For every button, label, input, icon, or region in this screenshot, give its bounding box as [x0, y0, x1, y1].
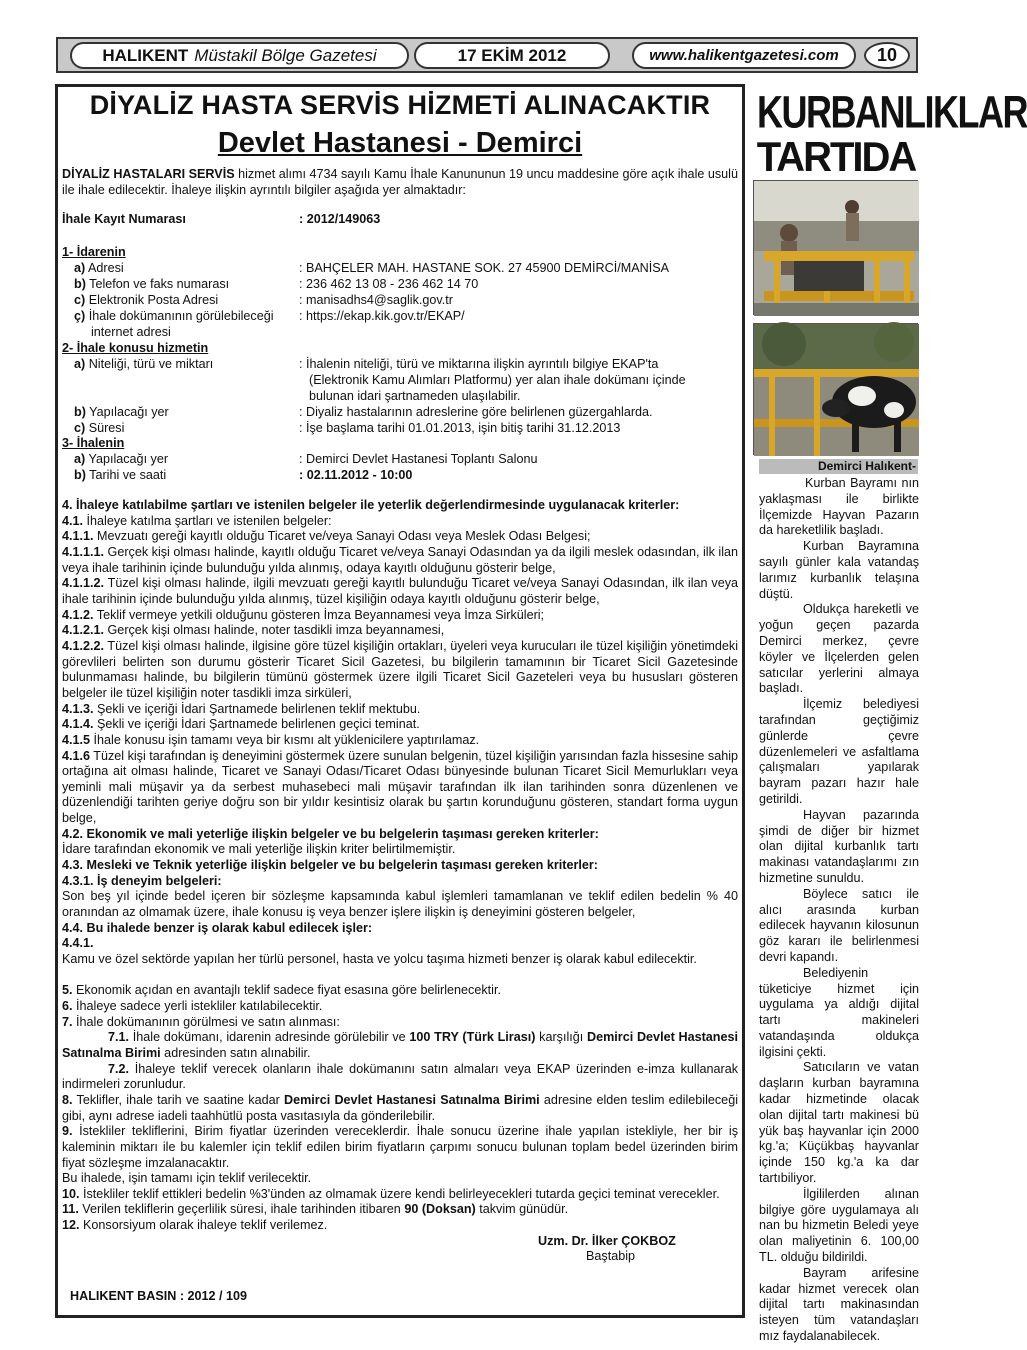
section-1-title: 1- İdarenin	[62, 245, 126, 259]
row-letter: c)	[74, 293, 86, 307]
text: Tüzel kişi olması halinde, ilgili mevzuatı gereği kayıtlı bulunduğu Ticaret ve/veya Sanayi Odasından, ilk ilan veya ihale tarihinin içinde bulunduğu yılda alınmış, tüzel kişiliğin odaya kayıtlı olduğunu gösterir belge,	[62, 576, 738, 606]
row-letter: b)	[74, 468, 86, 482]
p9b: Bu ihalede, işin tamamı için teklif verilecektir.	[62, 1171, 312, 1186]
num: 4.1.1.2.	[62, 576, 105, 591]
press-code: HALIKENT BASIN : 2012 / 109	[70, 1289, 248, 1303]
tender-datetime: : 02.11.2012 - 10:00	[299, 468, 413, 482]
ekap-url[interactable]: : https://ekap.kik.gov.tr/EKAP/	[299, 309, 465, 323]
row-letter: a)	[74, 357, 86, 371]
text: İhaleye sadece yerli istekliler katılabilecektir.	[72, 998, 323, 1013]
p5	[62, 983, 738, 999]
side-paragraph: Satıcıların ve vatan daşların kurban bayramına kadar hizmetinde olacak olan dijital tartı makinesi bü yük baş hayvanlar için 2000 kg.'a; Küçükbaş hayvanlar içinde 150 kg.'a ka dar tartıbiliyor.	[759, 1060, 919, 1186]
text: İhale dokümanı, idarenin adresinde görülebilir ve	[129, 1030, 410, 1045]
p9	[62, 1124, 738, 1171]
p4-title-text: 4. İhaleye katılabilme şartları ve istenilen belgeler ile yeterlik değerlendirmesinde uygulanacak kriterler:	[62, 498, 680, 512]
p42: İdare tarafından ekonomik ve mali yeterliğe ilişkin kriter belirtilmemiştir.	[62, 842, 456, 857]
text: 4.4. Bu ihalede benzer iş olarak kabul edilecek işler:	[62, 920, 373, 935]
notice-body	[62, 498, 738, 1265]
page-number: 10	[864, 42, 910, 69]
notice-subtitle: Devlet Hastanesi - Demirci	[217, 127, 583, 159]
text: İhale konusu işin tamamı veya bir kısmı alt yüklenicilere yaptırılamaz.	[90, 732, 480, 747]
row-value: : İhalenin niteliği, türü ve miktarına ilişkin ayrıntılı bilgiye EKAP'ta	[299, 357, 659, 371]
p414	[62, 717, 738, 733]
row-letter: a)	[74, 452, 86, 466]
row-label: Niteliği, türü ve miktarı	[88, 357, 214, 371]
p4121	[62, 623, 738, 639]
row-label: Yapılacağı yer	[89, 405, 169, 419]
text: Tüzel kişi olması halinde, ilgisine göre tüzel kişiliğin ortakları, üyeleri veya kurucuları ile tüzel kişiliğin yönetimdeki görevlileri belirten son durumu gösterir Ticaret Sicil Gazetesi, bu bilgilerin tamamının bir Ticaret Sicil Gazetesinde bulunmaması halinde, bu bilgilerin tümünü göstermek üzere ilgili Ticaret Sicil Gazeteleri veya bu hususları gösteren belgeler ile tüzel kişiliğin noter tasdikli imza sirküleri,	[62, 638, 738, 700]
text: İstekliler teklif ettikleri bedelin %3'ünden az olmamak üzere kendi belirleyecekleri tutarda geçici teminat verecekler.	[79, 1186, 720, 1201]
unit: Demirci Devlet Hastanesi Satınalma Birimi	[62, 1030, 739, 1060]
price: 100 TRY (Türk Lirası)	[409, 1030, 536, 1045]
photo-illustration	[754, 181, 919, 316]
num: 5.	[62, 983, 73, 998]
unit: Demirci Devlet Hastanesi Satınalma Birimi	[284, 1092, 540, 1107]
section-2-title: 2- İhale konusu hizmetin	[62, 341, 209, 355]
row-letter: ç)	[74, 309, 86, 323]
issue-date: 17 EKİM 2012	[414, 42, 610, 69]
intro-bold: DİYALİZ HASTALARI SERVİS	[62, 167, 235, 181]
text: Gerçek kişi olması halinde, noter tasdikli imza beyannamesi,	[104, 623, 445, 638]
signer-title: Baştabip	[586, 1249, 636, 1264]
num: 8.	[62, 1092, 73, 1107]
text: Tüzel kişi tarafından iş deneyimini göstermek üzere sunulan belgenin, tüzel kişiliğin yarısından fazla hissesine sahip ortağına ait olması halinde, Ticaret ve Sanayi Odası/Ticaret Odası bünyesinde bulunan Ticaret Sicil Memurlukları veya yeminli mali müşavir ya da serbest muhasebeci mali müşavir tarafından ilk ilan tarihinden sonra düzenlenen ve düzenlendiği tarihten geriye doğru son bir yıldır kesintisiz olarak bu şartın korunduğunu gösteren, standart forma uygun belge,	[62, 748, 739, 826]
text: Ekonomik açıdan en avantajlı teklif sadece fiyat esasına göre belirlenecektir.	[72, 983, 501, 998]
text: Şekli ve içeriği İdari Şartnamede belirlenen geçici teminat.	[93, 717, 420, 732]
num: 4.1.1.1.	[62, 544, 105, 559]
signer-name: Uzm. Dr. İlker ÇOKBOZ	[538, 1233, 676, 1248]
side-headline-1: KURBANLIKLAR	[757, 86, 1027, 138]
kayit-label: İhale Kayıt Numarası	[62, 212, 186, 226]
p441-title	[62, 936, 738, 952]
num: 7.2.	[108, 1061, 130, 1076]
text: 4.3.1. İş deneyim belgeleri:	[62, 873, 222, 888]
p6	[62, 999, 738, 1015]
num: 4.1.3.	[62, 701, 94, 716]
side-paragraph: Hayvan pazarında şimdi de diğer bir hizmet olan dijital kurbanlık tartı makinası vatandaşlarımı zın hizmetine sunuldu.	[759, 807, 919, 885]
livestock-scale-photo	[753, 180, 918, 315]
row-letter: c)	[74, 421, 86, 435]
row-label: Yapılacağı yer	[88, 452, 169, 466]
p411	[62, 529, 738, 545]
row-letter: a)	[74, 261, 86, 275]
text: Şekli ve içeriği İdari Şartnamede belirlenen teklif mektubu.	[93, 701, 421, 716]
p441: Kamu ve özel sektörde yapılan her türlü personel, hasta ve yolcu taşıma hizmeti benzer iş olarak kabul edilecektir.	[62, 952, 697, 967]
p431-title	[62, 874, 738, 890]
p431: Son beş yıl içinde bedel içeren bir sözleşme kapsamında kabul işlemleri tamamlanan ve teklif edilen bedelin % 40 oranından az olmamak üzere, ihale konusu iş veya benzer işlere ilişkin iş deneyimini gösteren belgeler,	[62, 889, 738, 920]
p412	[62, 608, 738, 624]
p4-title	[62, 498, 738, 514]
intro-text: hizmet alımı 4734 sayılı Kamu İhale Kanununun 19 uncu maddesine göre açık ihale usulü ile ihale edilecektir. İhaleye ilişkin ayrıntılı bilgiler aşağıda yer almaktadır:	[62, 167, 738, 197]
side-paragraph: Kurban Bayramına sayılı günler kala vatandaş larımız kurbanlık telaşına düştü.	[759, 539, 919, 601]
row-label: Elektronik Posta Adresi	[88, 293, 219, 307]
row-letter: b)	[74, 405, 86, 419]
p7	[62, 1015, 738, 1031]
row-letter: b)	[74, 277, 86, 291]
text: İhaleye teklif verecek olanların ihale dokümanını satın almaları veya EKAP üzerinden e-imza kullanarak indirmeleri zorunludur.	[62, 1061, 738, 1092]
text: İhale dokümanının görülmesi ve satın alınması:	[72, 1014, 340, 1029]
num: 4.1.2.	[62, 607, 94, 622]
row-value-cont: bulunan idari şartnameden ulaşılabilir.	[309, 389, 521, 403]
website-link[interactable]: www.halikentgazetesi.com	[632, 42, 856, 69]
num: 4.1.4.	[62, 717, 94, 732]
p71	[62, 1030, 738, 1061]
num: 4.1.1.	[62, 529, 94, 544]
text: Teklifler, ihale tarih ve saatine kadar	[72, 1092, 285, 1107]
num: 4.1.	[62, 513, 84, 528]
side-article-body	[759, 476, 919, 1345]
side-paragraph: İlgililerden alınan bilgiye göre uygulamaya alı nan bu hizmetin Beledi yeye olan maliyetinin 6. 100,00 TL. olduğu bildirildi.	[759, 1186, 919, 1265]
days: 90 (Doksan)	[404, 1202, 476, 1217]
row-label: Adresi	[88, 261, 124, 275]
cow-on-scale-photo	[753, 323, 918, 455]
text: karşılığı	[535, 1030, 588, 1045]
text: adresinden satın alınabilir.	[160, 1045, 311, 1060]
photo-caption: Demirci Halıkent-	[759, 459, 918, 474]
paper-name-pill	[70, 42, 409, 69]
num: 11.	[62, 1202, 79, 1217]
text: 4.4.1.	[62, 936, 94, 951]
p8	[62, 1093, 738, 1124]
num: 7.	[62, 1014, 73, 1029]
text: İstekliler tekliflerini, Birim fiyatlar üzerinden vereceklerdir. İhale sonucu üzerine ihale yapılan istekliyle, her bir iş kaleminin miktarı ile bu kalemler için teklif edilen birim fiyatların çarpımı sonucu bulunan toplam bedel üzerinden birim fiyat sözleşme imzalanacaktır.	[62, 1124, 738, 1170]
row-label: Tarihi ve saati	[89, 468, 167, 482]
p416	[62, 749, 738, 827]
num: 12.	[62, 1218, 80, 1233]
notice-intro	[62, 166, 738, 198]
p4111	[62, 545, 738, 576]
text: İhaleye katılma şartları ve istenilen belgeler:	[83, 513, 332, 528]
row-value: : 236 462 13 08 - 236 462 14 70	[299, 277, 479, 291]
paper-name: HALIKENT	[102, 45, 189, 65]
row-value: : İşe başlama tarihi 01.01.2013, işin bitiş tarihi 31.12.2013	[299, 421, 621, 435]
side-paragraph: Oldukça hareketli ve yoğun geçen pazarda Demirci merkez, çevre köyler ve İlçelerden gelen satıcılar yerlerini almaya başladı.	[759, 602, 919, 696]
row-label: Telefon ve faks numarası	[89, 277, 230, 291]
p413	[62, 702, 738, 718]
side-paragraph: Böylece satıcı ile alıcı arasında kurban edilecek hayvanın kilosunun göz kararı ile belirlenmesi devri kapandı.	[759, 886, 919, 964]
p4112	[62, 576, 738, 607]
side-paragraph: Bayram arifesine kadar hizmet verecek olan dijital tartı makinasından isteyen tüm vatandaşları mız faydalanabilecek.	[759, 1265, 919, 1344]
text: Verilen tekliflerin geçerlilik süresi, ihale tarihinden itibaren	[78, 1202, 405, 1217]
p4122	[62, 639, 738, 702]
p11	[62, 1202, 738, 1218]
row-value: : Diyaliz hastalarının adreslerine göre belirlenen güzergahlarda.	[299, 405, 653, 419]
text: adresine elden teslim edilebileceği gibi, aynı adrese iadeli taahhütlü posta vasıtasıyla da gönderilebilir.	[62, 1092, 738, 1123]
paper-subtitle: Müstakil Bölge Gazetesi	[194, 45, 377, 65]
side-paragraph: Kurban Bayramı nın yaklaşması ile birlikte İlçemizde Hayvan Pazarın da hareketlilik başladı.	[759, 476, 919, 538]
num: 4.1.2.2.	[62, 638, 105, 653]
kayit-value: : 2012/149063	[299, 212, 381, 226]
text: 4.2. Ekonomik ve mali yeterliğe ilişkin belgeler ve bu belgelerin taşıması gereken kriterler:	[62, 826, 599, 841]
side-paragraph: Belediyenin tüketiciye hizmet için uygulama ya aldığı dijital tartı makineleri vatandaşında oldukça ilgisini çekti.	[759, 965, 919, 1059]
text: Mevzuatı gereği kayıtlı olduğu Ticaret ve/veya Sanayi Odası veya Meslek Odası Belgesi;	[93, 529, 591, 544]
text: Teklif vermeye yetkili olduğunu gösteren İmza Beyannamesi veya İmza Sirküleri;	[93, 607, 545, 622]
row-label-cont: internet adresi	[91, 325, 171, 339]
side-paragraph: İlçemiz belediyesi tarafından geçtiğimiz günlerde çevre düzenlemeleri ve asfaltlama çalışmaları yapılarak bayram pazarı hazır hale getirildi.	[759, 697, 919, 806]
num: 4.1.5	[62, 732, 91, 747]
num: 9.	[62, 1124, 73, 1139]
p43-title	[62, 858, 738, 874]
row-label: Süresi	[88, 421, 125, 435]
section-3-title: 3- İhalenin	[62, 436, 125, 450]
p42-title	[62, 827, 738, 843]
p10	[62, 1187, 738, 1203]
p12	[62, 1218, 738, 1234]
num: 4.1.2.1.	[62, 623, 105, 638]
num: 6.	[62, 998, 73, 1013]
p44-title	[62, 921, 738, 937]
p415	[62, 733, 738, 749]
email-value[interactable]: : manisadhs4@saglik.gov.tr	[299, 293, 453, 307]
text: Gerçek kişi olması halinde, kayıtlı olduğu Ticaret ve/veya Sanayi Odasından ya da ilgili meslek odasından, ilk ilan veya ihale tarihinin içinde bulunduğu yılda alınmış, odaya kayıtlı olduğunu gösterir belge,	[62, 544, 738, 575]
text: Konsorsiyum olarak ihaleye teklif verilemez.	[79, 1218, 328, 1233]
notice-title: DİYALİZ HASTA SERVİS HİZMETİ ALINACAKTIR	[89, 90, 711, 120]
row-value: : BAHÇELER MAH. HASTANE SOK. 27 45900 DEMİRCİ/MANİSA	[299, 261, 669, 275]
p41	[62, 514, 738, 530]
text: takvim günüdür.	[475, 1202, 569, 1217]
photo-illustration	[754, 324, 919, 456]
num: 10.	[62, 1186, 80, 1201]
num: 7.1.	[108, 1030, 130, 1045]
p72	[62, 1062, 738, 1093]
row-value: : Demirci Devlet Hastanesi Toplantı Salonu	[299, 452, 538, 466]
side-headline-2: TARTIDA	[756, 134, 916, 181]
num: 4.1.6	[62, 748, 91, 763]
text: 4.3. Mesleki ve Teknik yeterliğe ilişkin belgeler ve bu belgelerin taşıması gereken kriterler:	[62, 858, 598, 873]
row-value-cont: (Elektronik Kamu Alımları Platformu) yer alan ihale dokümanı içinde	[309, 373, 686, 387]
row-label: İhale dokümanının görülebileceği	[88, 309, 274, 323]
